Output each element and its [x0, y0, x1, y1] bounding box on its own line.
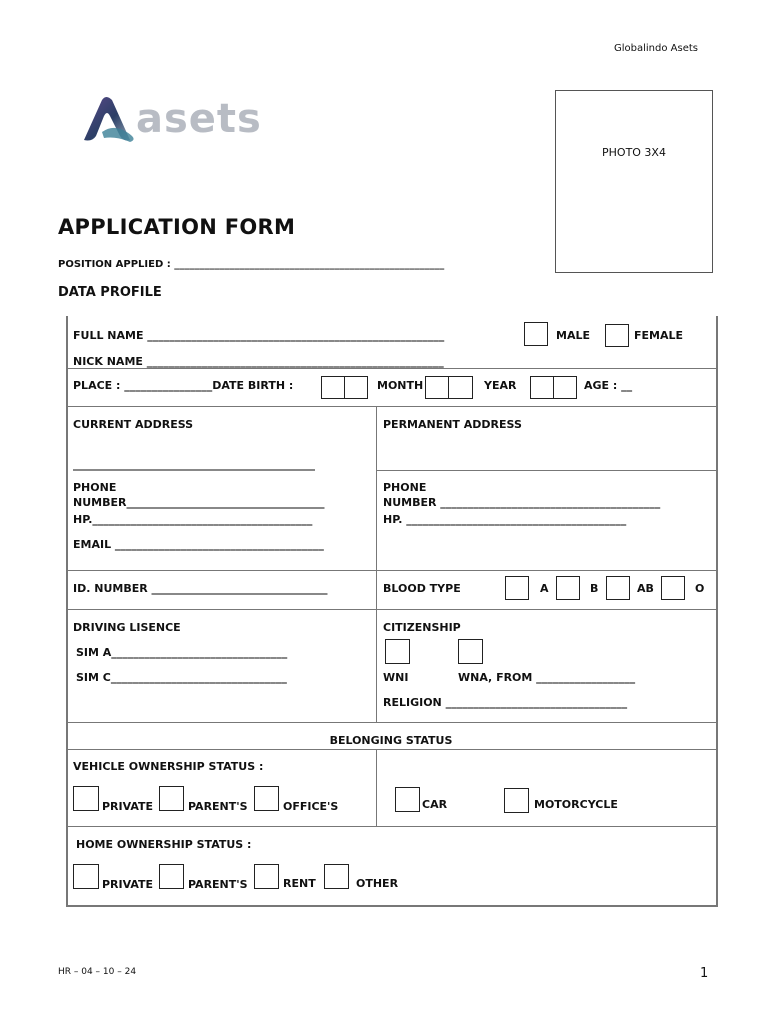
- hp-field-left[interactable]: HP.________________________________________: [73, 513, 313, 526]
- home-private-label: PRIVATE: [102, 878, 154, 891]
- age-field[interactable]: AGE : __: [584, 379, 633, 392]
- place-date-birth-field[interactable]: PLACE : ________________DATE BIRTH :: [73, 379, 294, 392]
- photo-label: PHOTO 3X4: [602, 146, 666, 159]
- phone-label-left: PHONE: [73, 481, 117, 494]
- vehicle-offices-label: OFFICE'S: [283, 800, 339, 813]
- company-logo: [80, 90, 270, 150]
- section-title: DATA PROFILE: [58, 285, 162, 300]
- home-private-checkbox[interactable]: [73, 864, 99, 889]
- email-field[interactable]: EMAIL ______________________________________: [73, 538, 324, 551]
- photo-box: [555, 90, 713, 273]
- logo-mark-icon: [80, 92, 140, 148]
- home-rent-label: RENT: [283, 877, 316, 890]
- phone-label-right: PHONE: [383, 481, 427, 494]
- motorcycle-label: MOTORCYCLE: [534, 798, 618, 811]
- vehicle-parents-checkbox[interactable]: [159, 786, 184, 811]
- blood-ab-checkbox[interactable]: [606, 576, 630, 600]
- belonging-status-heading: BELONGING STATUS: [329, 734, 453, 747]
- month-digit-box[interactable]: [425, 376, 449, 399]
- month-label: MONTH: [377, 379, 424, 392]
- company-name: Globalindo Asets: [614, 43, 698, 54]
- blood-b-checkbox[interactable]: [556, 576, 580, 600]
- divider: [66, 749, 716, 750]
- sim-a-field[interactable]: SIM A________________________________: [76, 646, 288, 659]
- vehicle-parents-label: PARENT'S: [188, 800, 248, 813]
- blood-o-checkbox[interactable]: [661, 576, 685, 600]
- blood-a-label: A: [540, 582, 549, 595]
- phone-number-field-left[interactable]: NUMBER____________________________________: [73, 496, 325, 509]
- car-label: CAR: [422, 798, 448, 811]
- blood-type-label: BLOOD TYPE: [383, 582, 461, 595]
- column-divider: [376, 406, 377, 722]
- year-label: YEAR: [484, 379, 517, 392]
- phone-number-field-right[interactable]: NUMBER ________________________________________: [383, 496, 661, 509]
- vehicle-status-label: VEHICLE OWNERSHIP STATUS :: [73, 760, 264, 773]
- blood-ab-label: AB: [637, 582, 654, 595]
- divider: [66, 570, 716, 571]
- wna-from-field[interactable]: WNA, FROM __________________: [458, 671, 636, 684]
- vehicle-private-checkbox[interactable]: [73, 786, 99, 811]
- id-number-field[interactable]: ID. NUMBER ________________________________: [73, 582, 328, 595]
- divider: [66, 406, 716, 407]
- motorcycle-checkbox[interactable]: [504, 788, 529, 813]
- home-rent-checkbox[interactable]: [254, 864, 279, 889]
- hp-field-right[interactable]: HP. ________________________________________: [383, 513, 627, 526]
- religion-field[interactable]: RELIGION _________________________________: [383, 696, 628, 709]
- male-checkbox[interactable]: [524, 322, 548, 346]
- nick-name-field[interactable]: NICK NAME ______________________________________________________: [73, 355, 444, 368]
- full-name-field[interactable]: FULL NAME ______________________________________________________: [73, 329, 445, 342]
- document-code: HR – 04 – 10 – 24: [58, 967, 137, 977]
- divider: [66, 722, 716, 723]
- home-parents-label: PARENT'S: [188, 878, 248, 891]
- home-parents-checkbox[interactable]: [159, 864, 184, 889]
- month-digit-box[interactable]: [448, 376, 473, 399]
- divider: [66, 368, 716, 369]
- current-address-label: CURRENT ADDRESS: [73, 418, 194, 431]
- driving-licence-label: DRIVING LISENCE: [73, 621, 181, 634]
- wna-checkbox[interactable]: [458, 639, 483, 664]
- page-title: APPLICATION FORM: [58, 215, 296, 239]
- citizenship-label: CITIZENSHIP: [383, 621, 461, 634]
- divider: [377, 470, 716, 471]
- page-number: 1: [700, 966, 709, 981]
- vehicle-private-label: PRIVATE: [102, 800, 154, 813]
- blood-b-label: B: [590, 582, 599, 595]
- day-digit-box[interactable]: [321, 376, 345, 399]
- wni-label: WNI: [383, 671, 409, 684]
- home-other-checkbox[interactable]: [324, 864, 349, 889]
- vehicle-offices-checkbox[interactable]: [254, 786, 279, 811]
- car-checkbox[interactable]: [395, 787, 420, 812]
- logo-wordmark: asets: [136, 96, 262, 142]
- sim-c-field[interactable]: SIM C________________________________: [76, 671, 287, 684]
- year-digit-box[interactable]: [553, 376, 577, 399]
- divider: [66, 826, 716, 827]
- female-checkbox[interactable]: [605, 324, 629, 347]
- home-other-label: OTHER: [356, 877, 399, 890]
- column-divider: [376, 749, 377, 826]
- day-digit-box[interactable]: [344, 376, 368, 399]
- home-status-label: HOME OWNERSHIP STATUS :: [76, 838, 252, 851]
- wni-checkbox[interactable]: [385, 639, 410, 664]
- male-label: MALE: [556, 329, 590, 342]
- current-address-line[interactable]: ____________________________________________: [73, 458, 315, 471]
- blood-a-checkbox[interactable]: [505, 576, 529, 600]
- form-table: [66, 316, 718, 907]
- divider: [66, 609, 716, 610]
- position-applied-field[interactable]: POSITION APPLIED : ______________________________________________________: [58, 259, 445, 270]
- permanent-address-label: PERMANENT ADDRESS: [383, 418, 522, 431]
- blood-o-label: O: [695, 582, 705, 595]
- female-label: FEMALE: [634, 329, 684, 342]
- year-digit-box[interactable]: [530, 376, 554, 399]
